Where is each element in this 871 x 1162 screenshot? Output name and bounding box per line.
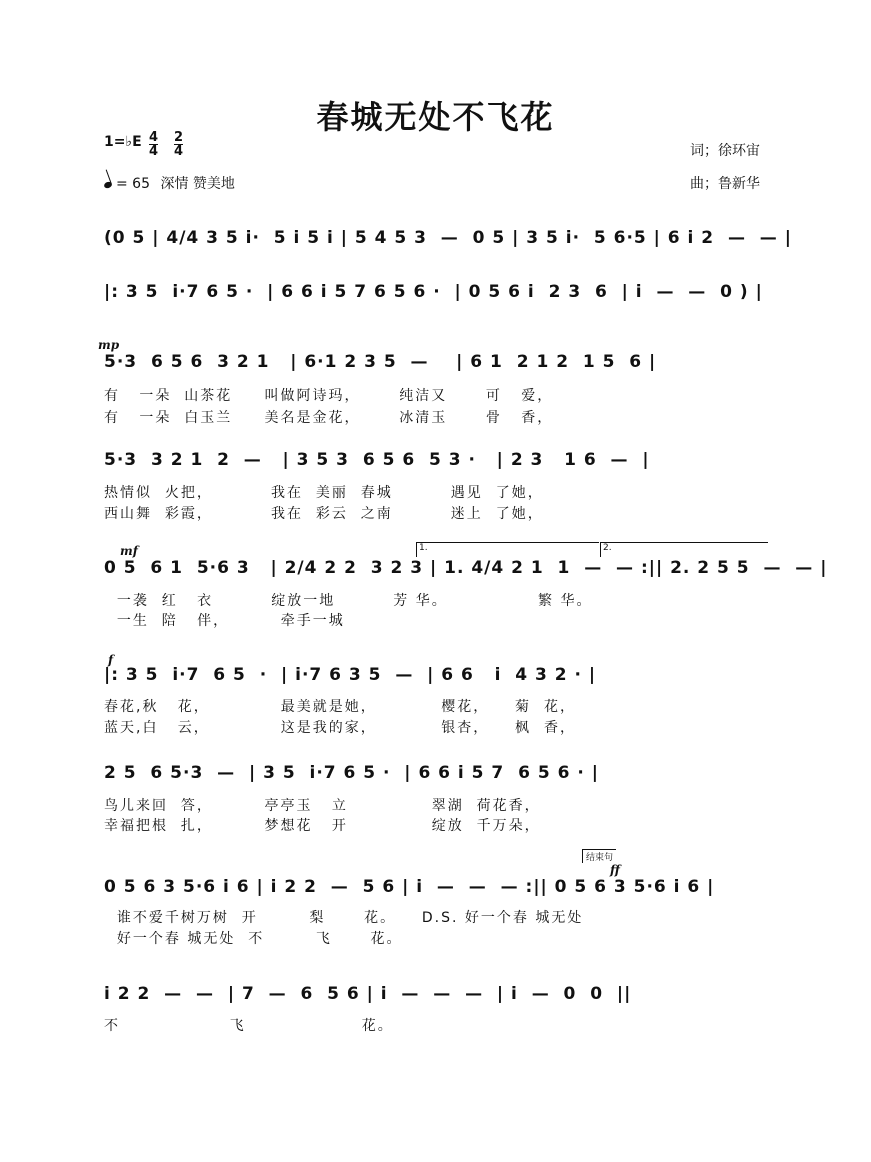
- lyricist-credit: 词；徐环宙: [690, 143, 760, 159]
- notes-line-7: 2 5 6 5·3 — | 3 5 i·7 6 5 · | 6 6 i 5 7 6 5 6 · |: [104, 763, 599, 783]
- lyrics-line-8-verse-1: 谁不爱千树万树 开 梨 花。 D.S. 好一个春 城无处: [104, 910, 584, 926]
- lyrics-line-8-verse-2: 好一个春 城无处 不 飞 花。: [104, 931, 403, 947]
- lyrics-line-3-verse-1: 有 一朵 山茶花 叫做阿诗玛， 纯洁又 可 爱，: [104, 388, 554, 404]
- lyrics-line-7-verse-2: 幸福把根 扎， 梦想花 开 绽放 千万朵，: [104, 818, 541, 834]
- time-signature-4-4: 4 4: [149, 130, 159, 159]
- lyrics-line-4-verse-2: 西山舞 彩霞， 我在 彩云 之南 迷上 了她，: [104, 506, 544, 522]
- notes-line-9: i 2 2 — — | 7 — 6 5 6 | i — — — | i — 0 0 ||: [104, 984, 632, 1004]
- lyrics-line-6-verse-1: 春花,秋 花， 最美就是她， 樱花， 菊 花，: [104, 699, 576, 715]
- dynamic-mf: mf: [120, 544, 138, 558]
- lyrics-line-7-verse-1: 鸟儿来回 答， 亭亭玉 立 翠湖 荷花香，: [104, 798, 541, 814]
- key-signature: 1=♭E: [104, 134, 142, 150]
- notes-line-2: |: 3 5 i·7 6 5 · | 6 6 i 5 7 6 5 6 · | 0 5 6 i 2 3 6 | i — — 0 ) |: [104, 282, 763, 302]
- end-phrase-label: 结束句: [582, 849, 616, 863]
- dynamic-f: f: [108, 653, 114, 667]
- volta-1: 1.: [416, 542, 599, 557]
- notes-line-5: 0 5 6 1 5·6 3 | 2/4 2 2 3 2 3 | 1. 4/4 2 1 1 — — :|| 2. 2 5 5 — — |: [104, 558, 828, 578]
- notes-line-8: 0 5 6 3 5·6 i 6 | i 2 2 — 5 6 | i — — — :|| 0 5 6 3 5·6 i 6 |: [104, 877, 715, 897]
- notes-line-3: 5·3 6 5 6 3 2 1 | 6·1 2 3 5 — | 6 1 2 1 2 1 5 6 |: [104, 352, 657, 372]
- time-signature-2-4: 2 4: [174, 130, 184, 159]
- tempo-value: = 65: [116, 176, 150, 192]
- lyrics-line-5-verse-1: 一袭 红 衣 绽放一地 芳 华。 繁 华。: [104, 593, 593, 609]
- notes-line-1: (0 5 | 4/4 3 5 i· 5 i 5 i | 5 4 5 3 — 0 5 | 3 5 i· 5 6·5 | 6 i 2 — — |: [104, 228, 792, 248]
- notes-line-6: |: 3 5 i·7 6 5 · | i·7 6 3 5 — | 6 6 i 4 3 2 · |: [104, 665, 597, 685]
- lyrics-line-4-verse-1: 热情似 火把， 我在 美丽 春城 遇见 了她，: [104, 485, 544, 501]
- expression-text: 深情 赞美地: [160, 176, 235, 192]
- quarter-note-icon: [103, 181, 113, 189]
- lyrics-line-9-verse-1: 不 飞 花。: [104, 1018, 394, 1034]
- lyrics-line-5-verse-2: 一生 陪 伴， 牵手一城: [104, 613, 345, 629]
- tempo-marking: [104, 173, 235, 193]
- lyrics-line-6-verse-2: 蓝天,白 云， 这是我的家， 银杏， 枫 香，: [104, 720, 576, 736]
- volta-2: 2.: [600, 542, 768, 557]
- dynamic-mp: mp: [98, 338, 120, 352]
- composer-credit: 曲；鲁新华: [690, 176, 760, 192]
- lyrics-line-3-verse-2: 有 一朵 白玉兰 美名是金花， 冰清玉 骨 香，: [104, 410, 554, 426]
- notes-line-4: 5·3 3 2 1 2 — | 3 5 3 6 5 6 5 3 · | 2 3 1 6 — |: [104, 450, 650, 470]
- dynamic-ff: ff: [610, 863, 620, 877]
- page-title: 春城无处不飞花: [316, 98, 555, 136]
